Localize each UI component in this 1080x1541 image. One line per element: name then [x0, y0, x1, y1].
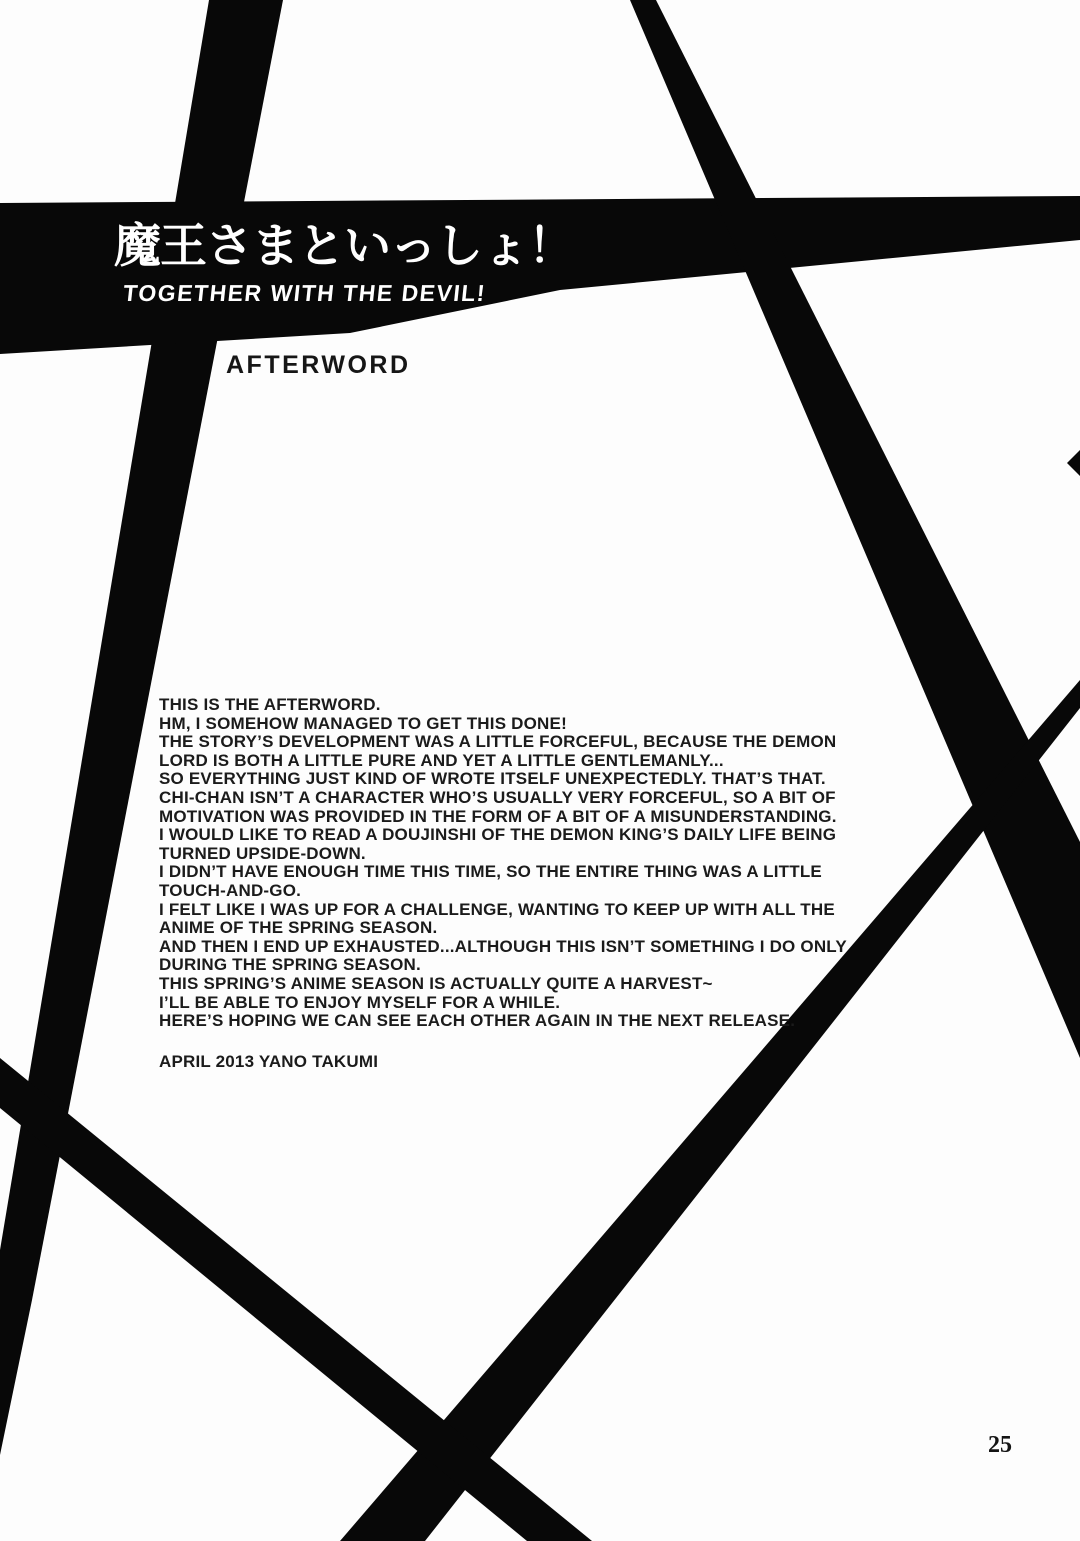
afterword-line: DURING THE SPRING SEASON. — [159, 955, 421, 975]
page-number: 25 — [988, 1432, 1012, 1458]
afterword-line: I’LL BE ABLE TO ENJOY MYSELF FOR A WHILE. — [159, 992, 561, 1012]
afterword-line: THIS SPRING’S ANIME SEASON IS ACTUALLY QUITE A HARVEST~ — [159, 973, 713, 993]
afterword-line: I DIDN’T HAVE ENOUGH TIME THIS TIME, SO THE ENTIRE THING WAS A LITTLE — [159, 862, 822, 882]
afterword-body — [159, 696, 899, 1031]
afterword-line: HERE’S HOPING WE CAN SEE EACH OTHER AGAIN IN THE NEXT RELEASE. — [159, 1011, 796, 1031]
afterword-line: ANIME OF THE SPRING SEASON. — [159, 918, 438, 938]
afterword-line: TOUCH-AND-GO. — [159, 880, 302, 900]
afterword-line: CHI-CHAN ISN’T A CHARACTER WHO’S USUALLY VERY FORCEFUL, SO A BIT OF — [159, 787, 836, 807]
diagonal-stripe-left-bottom — [0, 1058, 592, 1541]
afterword-line: AND THEN I END UP EXHAUSTED...ALTHOUGH THIS ISN’T SOMETHING I DO ONLY — [159, 936, 847, 956]
afterword-line: I FELT LIKE I WAS UP FOR A CHALLENGE, WANTING TO KEEP UP WITH ALL THE — [159, 899, 835, 919]
afterword-line: MOTIVATION WAS PROVIDED IN THE FORM OF A BIT OF A MISUNDERSTANDING. — [159, 806, 837, 826]
afterword-line: SO EVERYTHING JUST KIND OF WROTE ITSELF UNEXPECTEDLY. THAT’S THAT. — [159, 769, 826, 789]
afterword-line: THIS IS THE AFTERWORD. — [159, 695, 381, 714]
afterword-line: HM, I SOMEHOW MANAGED TO GET THIS DONE! — [159, 713, 567, 733]
ink-speck-right-edge — [1067, 450, 1080, 476]
afterword-heading: AFTERWORD — [226, 351, 411, 379]
afterword-line: I WOULD LIKE TO READ A DOUJINSHI OF THE DEMON KING’S DAILY LIFE BEING — [159, 825, 837, 845]
title-japanese: 魔王さまといっしょ！ — [114, 219, 574, 272]
afterword-line: THE STORY’S DEVELOPMENT WAS A LITTLE FORCEFUL, BECAUSE THE DEMON — [159, 732, 837, 752]
afterword-line: TURNED UPSIDE-DOWN. — [159, 843, 366, 863]
credit-line: APRIL 2013 YANO TAKUMI — [159, 1052, 379, 1071]
afterword-line: LORD IS BOTH A LITTLE PURE AND YET A LITTLE GENTLEMANLY... — [159, 750, 724, 770]
title-english-subtitle: TOGETHER WITH THE DEVIL! — [122, 280, 488, 306]
